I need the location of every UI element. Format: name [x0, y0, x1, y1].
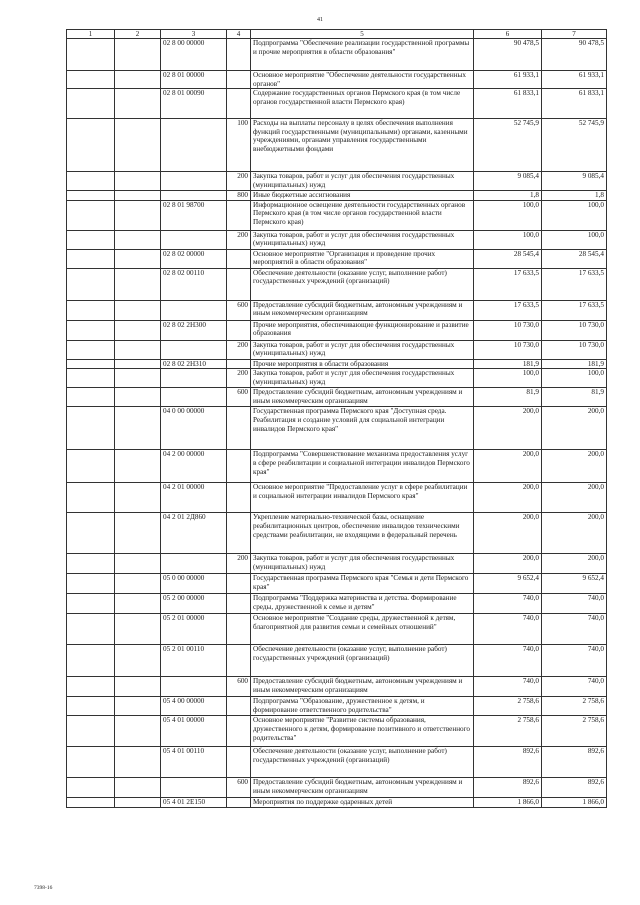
expense-type-cell: 200: [227, 172, 251, 191]
table-row: [67, 388, 607, 407]
cell-col2: [115, 483, 161, 513]
amount-col6-cell: 100,0: [474, 230, 542, 249]
target-code-cell: [161, 191, 227, 201]
expense-type-cell: [227, 697, 251, 716]
column-header: 1: [67, 30, 115, 39]
amount-col6-cell: 181,9: [474, 359, 542, 369]
expense-type-cell: 200: [227, 340, 251, 359]
item-name-cell: Закупка товаров, работ и услуг для обеспечения государственных (муниципальных) нужд: [251, 340, 474, 359]
item-name-cell: Информационное освещение деятельности государственных органов Пермского края (в том числе органов государственной власти Пермского края): [251, 200, 474, 230]
table-row: [67, 554, 607, 574]
amount-col7-cell: 61 933,1: [542, 71, 607, 89]
cell-col2: [115, 407, 161, 450]
amount-col7-cell: 740,0: [542, 677, 607, 697]
amount-col7-cell: 100,0: [542, 200, 607, 230]
amount-col7-cell: 892,6: [542, 747, 607, 778]
cell-col1: [67, 340, 115, 359]
amount-col6-cell: 2 758,6: [474, 716, 542, 747]
cell-col2: [115, 614, 161, 645]
amount-col7-cell: 10 730,0: [542, 340, 607, 359]
cell-col1: [67, 249, 115, 268]
expense-type-cell: 200: [227, 369, 251, 388]
amount-col7-cell: 2 758,6: [542, 697, 607, 716]
amount-col6-cell: 200,0: [474, 513, 542, 554]
cell-col1: [67, 645, 115, 677]
expense-type-cell: [227, 359, 251, 369]
amount-col6-cell: 9 652,4: [474, 574, 542, 594]
target-code-cell: 05 2 01 00110: [161, 645, 227, 677]
cell-col2: [115, 39, 161, 71]
cell-col2: [115, 450, 161, 483]
amount-col6-cell: 81,9: [474, 388, 542, 407]
cell-col1: [67, 200, 115, 230]
table-row: [67, 407, 607, 450]
cell-col2: [115, 716, 161, 747]
table-row: [67, 798, 607, 808]
target-code-cell: 02 8 01 00090: [161, 89, 227, 119]
cell-col2: [115, 119, 161, 172]
item-name-cell: Обеспечение деятельности (оказание услуг, выполнение работ) государственных учреждений (организаций): [251, 645, 474, 677]
column-header: 6: [474, 30, 542, 39]
expense-type-cell: [227, 513, 251, 554]
amount-col7-cell: 200,0: [542, 407, 607, 450]
cell-col2: [115, 798, 161, 808]
amount-col7-cell: 200,0: [542, 554, 607, 574]
amount-col7-cell: 100,0: [542, 230, 607, 249]
expense-type-cell: [227, 614, 251, 645]
cell-col2: [115, 554, 161, 574]
item-name-cell: Подпрограмма "Обеспечение реализации государственной программы и прочие мероприятия в области образования": [251, 39, 474, 71]
expense-type-cell: [227, 574, 251, 594]
target-code-cell: 05 4 01 00110: [161, 747, 227, 778]
table-row: [67, 320, 607, 340]
cell-col1: [67, 191, 115, 201]
amount-col7-cell: 81,9: [542, 388, 607, 407]
amount-col7-cell: 1,8: [542, 191, 607, 201]
amount-col6-cell: 9 085,4: [474, 172, 542, 191]
cell-col1: [67, 554, 115, 574]
target-code-cell: 05 2 01 00000: [161, 614, 227, 645]
amount-col6-cell: 61 933,1: [474, 71, 542, 89]
amount-col6-cell: 200,0: [474, 407, 542, 450]
expense-type-cell: [227, 716, 251, 747]
amount-col7-cell: 9 652,4: [542, 574, 607, 594]
column-header: 2: [115, 30, 161, 39]
cell-col2: [115, 574, 161, 594]
expense-type-cell: [227, 71, 251, 89]
item-name-cell: Предоставление субсидий бюджетным, автономным учреждениям и иным некоммерческим организациям: [251, 778, 474, 798]
expense-type-cell: [227, 200, 251, 230]
target-code-cell: 02 8 02 00110: [161, 268, 227, 300]
expense-type-cell: [227, 39, 251, 71]
cell-col2: [115, 340, 161, 359]
target-code-cell: [161, 300, 227, 320]
cell-col1: [67, 172, 115, 191]
amount-col6-cell: 2 758,6: [474, 697, 542, 716]
cell-col2: [115, 388, 161, 407]
column-header: 3: [161, 30, 227, 39]
amount-col7-cell: 52 745,9: [542, 119, 607, 172]
expense-type-cell: 200: [227, 230, 251, 249]
document-code: 7398-16: [34, 885, 53, 891]
target-code-cell: [161, 388, 227, 407]
target-code-cell: 05 4 00 00000: [161, 697, 227, 716]
amount-col7-cell: 1 866,0: [542, 798, 607, 808]
expense-type-cell: 800: [227, 191, 251, 201]
item-name-cell: Прочие мероприятия, обеспечивающие функционирование и развитие образования: [251, 320, 474, 340]
expense-type-cell: 200: [227, 554, 251, 574]
table-row: [67, 249, 607, 268]
item-name-cell: Закупка товаров, работ и услуг для обеспечения государственных (муниципальных) нужд: [251, 230, 474, 249]
table-row: [67, 747, 607, 778]
expense-type-cell: [227, 268, 251, 300]
cell-col2: [115, 191, 161, 201]
cell-col1: [67, 677, 115, 697]
amount-col6-cell: 10 730,0: [474, 320, 542, 340]
target-code-cell: [161, 340, 227, 359]
table-row: [67, 39, 607, 71]
cell-col1: [67, 614, 115, 645]
item-name-cell: Государственная программа Пермского края "Доступная среда. Реабилитация и создание условий для социальной интеграции инвалидов Пермского края": [251, 407, 474, 450]
expense-type-cell: [227, 483, 251, 513]
cell-col2: [115, 697, 161, 716]
amount-col6-cell: 61 833,1: [474, 89, 542, 119]
cell-col2: [115, 369, 161, 388]
amount-col7-cell: 90 478,5: [542, 39, 607, 71]
table-row: [67, 89, 607, 119]
item-name-cell: Основное мероприятие "Обеспечение деятельности государственных органов": [251, 71, 474, 89]
amount-col6-cell: 892,6: [474, 778, 542, 798]
item-name-cell: Обеспечение деятельности (оказание услуг, выполнение работ) государственных учреждений (организаций): [251, 268, 474, 300]
amount-col6-cell: 90 478,5: [474, 39, 542, 71]
target-code-cell: [161, 119, 227, 172]
item-name-cell: Содержание государственных органов Пермского края (в том числе органов государственной власти Пермского края): [251, 89, 474, 119]
item-name-cell: Обеспечение деятельности (оказание услуг, выполнение работ) государственных учреждений (организаций): [251, 747, 474, 778]
expense-type-cell: 100: [227, 119, 251, 172]
amount-col6-cell: 17 633,5: [474, 268, 542, 300]
target-code-cell: 02 8 01 98700: [161, 200, 227, 230]
target-code-cell: 02 8 02 2Н310: [161, 359, 227, 369]
amount-col6-cell: 1 866,0: [474, 798, 542, 808]
amount-col6-cell: 28 545,4: [474, 249, 542, 268]
cell-col1: [67, 300, 115, 320]
amount-col7-cell: 740,0: [542, 594, 607, 614]
cell-col1: [67, 483, 115, 513]
expense-type-cell: [227, 645, 251, 677]
cell-col1: [67, 747, 115, 778]
item-name-cell: Государственная программа Пермского края "Семья и дети Пермского края": [251, 574, 474, 594]
table-row: [67, 172, 607, 191]
amount-col7-cell: 10 730,0: [542, 320, 607, 340]
amount-col6-cell: 17 633,5: [474, 300, 542, 320]
column-header: 7: [542, 30, 607, 39]
target-code-cell: 05 0 00 00000: [161, 574, 227, 594]
expense-type-cell: [227, 89, 251, 119]
cell-col1: [67, 320, 115, 340]
expense-type-cell: [227, 407, 251, 450]
item-name-cell: Укрепление материально-технической базы, оснащение реабилитационных центров, обеспечение инвалидов техническими средствами реабилитации, не входящими в федеральный перечень: [251, 513, 474, 554]
table-row: [67, 645, 607, 677]
amount-col6-cell: 1,8: [474, 191, 542, 201]
cell-col2: [115, 200, 161, 230]
table-row: [67, 574, 607, 594]
cell-col1: [67, 407, 115, 450]
cell-col1: [67, 268, 115, 300]
cell-col1: [67, 39, 115, 71]
item-name-cell: Основное мероприятие "Создание среды, дружественной к детям, благоприятной для развития семьи и семейных отношений": [251, 614, 474, 645]
cell-col1: [67, 230, 115, 249]
column-number-row: [67, 30, 607, 39]
column-header: 5: [251, 30, 474, 39]
table-row: [67, 340, 607, 359]
target-code-cell: 04 2 01 00000: [161, 483, 227, 513]
table-row: [67, 614, 607, 645]
cell-col1: [67, 574, 115, 594]
amount-col7-cell: 100,0: [542, 369, 607, 388]
amount-col7-cell: 17 633,5: [542, 300, 607, 320]
cell-col2: [115, 513, 161, 554]
cell-col1: [67, 778, 115, 798]
item-name-cell: Закупка товаров, работ и услуг для обеспечения государственных (муниципальных) нужд: [251, 554, 474, 574]
amount-col7-cell: 181,9: [542, 359, 607, 369]
amount-col6-cell: 740,0: [474, 594, 542, 614]
target-code-cell: 02 8 02 00000: [161, 249, 227, 268]
cell-col2: [115, 71, 161, 89]
target-code-cell: 05 2 00 00000: [161, 594, 227, 614]
expense-type-cell: [227, 798, 251, 808]
cell-col1: [67, 450, 115, 483]
column-header: 4: [227, 30, 251, 39]
target-code-cell: [161, 778, 227, 798]
item-name-cell: Подпрограмма "Совершенствование механизма предоставления услуг в сфере реабилитации и социальной интеграции инвалидов Пермского края": [251, 450, 474, 483]
target-code-cell: 05 4 01 2Е150: [161, 798, 227, 808]
table-row: [67, 300, 607, 320]
item-name-cell: Предоставление субсидий бюджетным, автономным учреждениям и иным некоммерческим организациям: [251, 677, 474, 697]
expense-type-cell: 600: [227, 388, 251, 407]
table-row: [67, 369, 607, 388]
amount-col6-cell: 740,0: [474, 677, 542, 697]
expense-type-cell: 600: [227, 677, 251, 697]
target-code-cell: 02 8 01 00000: [161, 71, 227, 89]
expense-type-cell: [227, 747, 251, 778]
cell-col1: [67, 89, 115, 119]
table-row: [67, 359, 607, 369]
amount-col7-cell: 892,6: [542, 778, 607, 798]
target-code-cell: [161, 230, 227, 249]
amount-col7-cell: 740,0: [542, 645, 607, 677]
cell-col1: [67, 71, 115, 89]
cell-col1: [67, 697, 115, 716]
amount-col6-cell: 740,0: [474, 614, 542, 645]
table-row: [67, 697, 607, 716]
table-row: [67, 230, 607, 249]
cell-col2: [115, 594, 161, 614]
cell-col2: [115, 172, 161, 191]
cell-col1: [67, 798, 115, 808]
table-row: [67, 594, 607, 614]
target-code-cell: [161, 677, 227, 697]
cell-col2: [115, 268, 161, 300]
target-code-cell: 04 0 00 00000: [161, 407, 227, 450]
amount-col7-cell: 28 545,4: [542, 249, 607, 268]
cell-col2: [115, 300, 161, 320]
amount-col6-cell: 200,0: [474, 450, 542, 483]
expense-type-cell: [227, 320, 251, 340]
item-name-cell: Иные бюджетные ассигнования: [251, 191, 474, 201]
target-code-cell: 04 2 01 2Д860: [161, 513, 227, 554]
table-body: [67, 39, 607, 808]
amount-col7-cell: 200,0: [542, 450, 607, 483]
cell-col2: [115, 230, 161, 249]
table-row: [67, 483, 607, 513]
table-row: [67, 513, 607, 554]
amount-col6-cell: 892,6: [474, 747, 542, 778]
cell-col1: [67, 513, 115, 554]
cell-col1: [67, 359, 115, 369]
amount-col6-cell: 10 730,0: [474, 340, 542, 359]
cell-col2: [115, 89, 161, 119]
expense-type-cell: 600: [227, 300, 251, 320]
target-code-cell: [161, 369, 227, 388]
amount-col6-cell: 200,0: [474, 483, 542, 513]
target-code-cell: 04 2 00 00000: [161, 450, 227, 483]
item-name-cell: Расходы на выплаты персоналу в целях обеспечения выполнения функций государственными (муниципальными) органами, казенными учреждениями, органами управления государственными внебюджетными фондами: [251, 119, 474, 172]
table-row: [67, 677, 607, 697]
expense-type-cell: [227, 450, 251, 483]
table-row: [67, 450, 607, 483]
item-name-cell: Основное мероприятие "Предоставление услуг в сфере реабилитации и социальной интеграции инвалидов Пермского края": [251, 483, 474, 513]
table-row: [67, 71, 607, 89]
table-row: [67, 119, 607, 172]
cell-col2: [115, 359, 161, 369]
item-name-cell: Закупка товаров, работ и услуг для обеспечения государственных (муниципальных) нужд: [251, 172, 474, 191]
cell-col1: [67, 716, 115, 747]
item-name-cell: Подпрограмма "Образование, дружественное к детям, и формирование ответственного родительства": [251, 697, 474, 716]
item-name-cell: Мероприятия по поддержке одаренных детей: [251, 798, 474, 808]
amount-col7-cell: 9 085,4: [542, 172, 607, 191]
item-name-cell: Основное мероприятие "Развитие системы образования, дружественного к детям, формирование позитивного и ответственного родительства": [251, 716, 474, 747]
target-code-cell: [161, 172, 227, 191]
target-code-cell: 02 8 00 00000: [161, 39, 227, 71]
amount-col7-cell: 200,0: [542, 513, 607, 554]
amount-col6-cell: 100,0: [474, 369, 542, 388]
item-name-cell: Закупка товаров, работ и услуг для обеспечения государственных (муниципальных) нужд: [251, 369, 474, 388]
amount-col6-cell: 740,0: [474, 645, 542, 677]
table-row: [67, 200, 607, 230]
cell-col1: [67, 594, 115, 614]
amount-col7-cell: 61 833,1: [542, 89, 607, 119]
target-code-cell: 05 4 01 00000: [161, 716, 227, 747]
cell-col2: [115, 747, 161, 778]
amount-col7-cell: 200,0: [542, 483, 607, 513]
budget-table: [66, 29, 607, 808]
table-row: [67, 268, 607, 300]
amount-col7-cell: 740,0: [542, 614, 607, 645]
expense-type-cell: 600: [227, 778, 251, 798]
item-name-cell: Подпрограмма "Поддержка материнства и детства. Формирование среды, дружественной к семье и детям": [251, 594, 474, 614]
cell-col2: [115, 677, 161, 697]
item-name-cell: Основное мероприятие "Организация и проведение прочих мероприятий в области образования": [251, 249, 474, 268]
table-row: [67, 716, 607, 747]
cell-col1: [67, 119, 115, 172]
table-row: [67, 191, 607, 201]
expense-type-cell: [227, 249, 251, 268]
amount-col6-cell: 200,0: [474, 554, 542, 574]
amount-col6-cell: 100,0: [474, 200, 542, 230]
cell-col1: [67, 369, 115, 388]
amount-col7-cell: 2 758,6: [542, 716, 607, 747]
cell-col1: [67, 388, 115, 407]
target-code-cell: [161, 554, 227, 574]
cell-col2: [115, 320, 161, 340]
target-code-cell: 02 8 02 2Н300: [161, 320, 227, 340]
amount-col7-cell: 17 633,5: [542, 268, 607, 300]
item-name-cell: Прочие мероприятия в области образования: [251, 359, 474, 369]
table-row: [67, 778, 607, 798]
cell-col2: [115, 249, 161, 268]
amount-col6-cell: 52 745,9: [474, 119, 542, 172]
item-name-cell: Предоставление субсидий бюджетным, автономным учреждениям и иным некоммерческим организациям: [251, 300, 474, 320]
cell-col2: [115, 645, 161, 677]
page-number: 41: [317, 17, 323, 23]
item-name-cell: Предоставление субсидий бюджетным, автономным учреждениям и иным некоммерческим организациям: [251, 388, 474, 407]
expense-type-cell: [227, 594, 251, 614]
cell-col2: [115, 778, 161, 798]
